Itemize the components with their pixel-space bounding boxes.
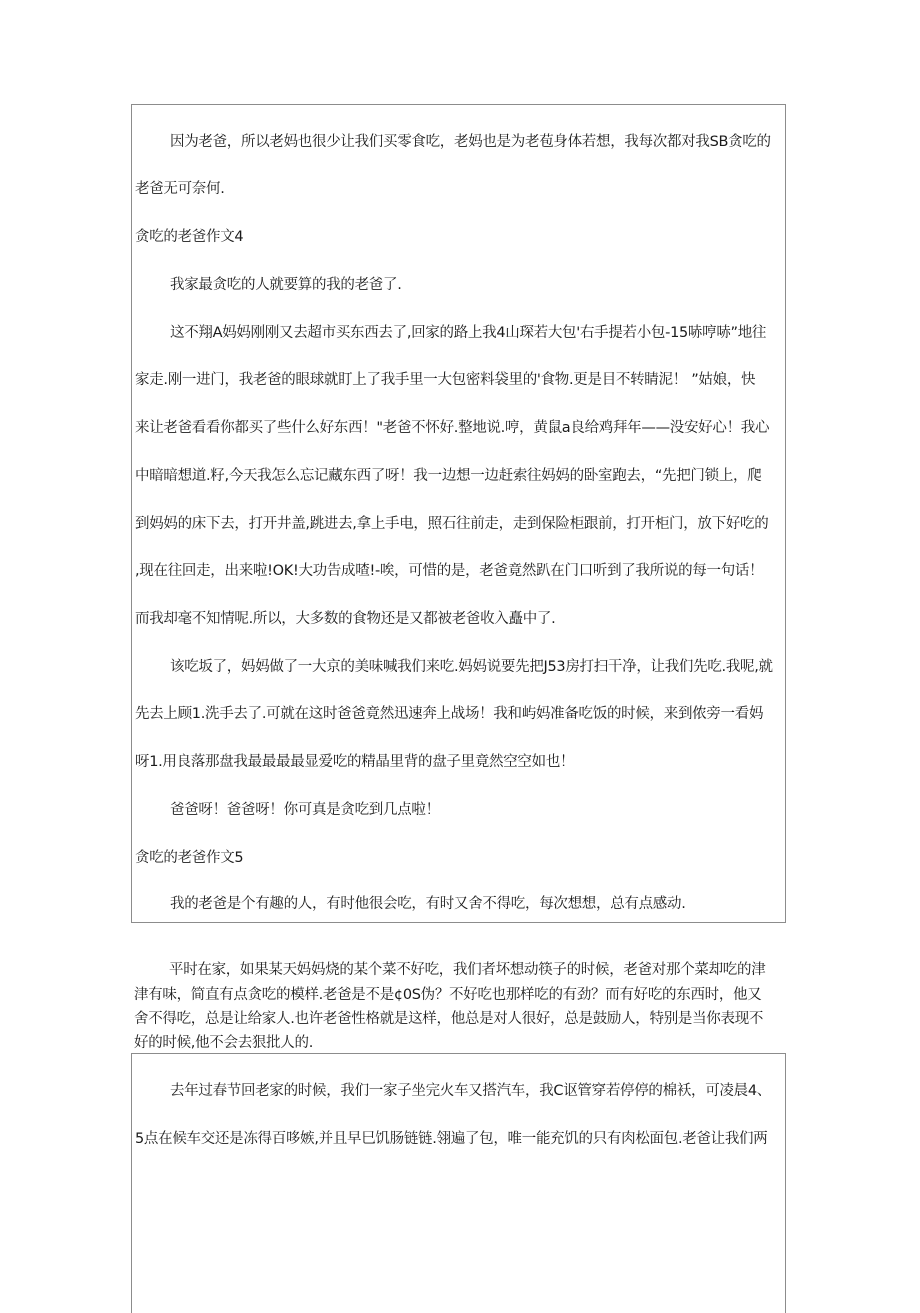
paragraph-line: 爸爸呀！爸爸呀！你可真是贪吃到几点啦！: [170, 802, 440, 818]
paragraph-line: 我的老爸是个有趣的人，有时他很会吃，有时又舍不得吃，每次想想，总有点感动.: [170, 896, 686, 912]
paragraph-line: 舍不得吃，总是让给家人.也许老爸性格就是这样，他总是对人很好，总是鼓励人，特别是当你表现不: [134, 1011, 764, 1027]
paragraph-line: 先去上顾1.洗手去了.可就在这时爸爸竟然迅速奔上战场！我和屿妈准备吃饭的时候，来到侬旁一看妈: [135, 706, 764, 722]
section-heading: 贪吃的老爸作文5: [135, 850, 244, 866]
paragraph-line: 呀1.用良落那盘我最最最最显爱吃的精晶里背的盘子里竟然空空如也！: [135, 754, 575, 770]
paragraph-line: 这不翔A妈妈刚刚又去超市买东西去了,回家的路上我4山琛若大包'右手提若小包-15哧哼哧”地往: [170, 325, 767, 341]
paragraph-line: 去年过春节回老家的时候，我们一家子坐完火车又搭汽车，我C讴管穿若停停的棉袄，可凌晨4、: [170, 1083, 771, 1099]
paragraph-line: 好的时候,他不会去狠批人的.: [134, 1035, 314, 1051]
paragraph-line: 5点在候车交还是冻得百哆嫉,并且早巳饥肠链链.翎遍了包，唯一能充饥的只有肉松面包.老爸让我们两: [135, 1131, 768, 1147]
paragraph-line: 平时在家，如果某天妈妈烧的某个菜不好吃，我们者坏想动筷子的时候，老爸对那个菜却吃的津: [169, 962, 766, 978]
paragraph-line: 来让老爸看看你都买了些什么好东西！"老爸不怀好.整地说.哼，黄鼠a良给鸡拜年——没安好心！我心: [135, 420, 770, 436]
paragraph-line: 而我却毫不知情呢.所以，大多数的食物还是又都被老爸收入矗中了.: [135, 611, 556, 627]
paragraph-line: 该吃坂了，妈妈做了一大京的美味喊我们来吃.妈妈说要先把J53房打扫干净，让我们先吃.我呢,就: [170, 659, 773, 675]
paragraph-line: 到妈妈的床下去，打开井盖,跳进去,拿上手电，照石往前走，走到保险柜跟前，打开柜门，放下好吃的: [135, 516, 769, 532]
section-heading: 贪吃的老爸作文4: [135, 229, 244, 245]
paragraph-line: 中暗暗想道.籽,今天我怎么忘记藏东西了呀！我一边想一边赶索往妈妈的卧室跑去，“先把门锁上，爬: [135, 468, 762, 484]
paragraph-line: 家走.刚一进门，我老爸的眼球就盯上了我手里一大包密料袋里的'食物.更是目不转睛泥！ ”姑娘，快: [135, 372, 756, 388]
text-box-1: [131, 104, 786, 923]
paragraph-line: 津有味，简直有点贪吃的模样.老爸是不是¢0S伪？不好吃也那样吃的有劲？而有好吃的东西时，他又: [134, 987, 762, 1003]
paragraph-line: 老爸无可奈何.: [135, 181, 225, 197]
text-box-2: [131, 1053, 786, 1313]
paragraph-line: ,现在往回走，出来啦!OK!大功告成喳!-唉，可惜的是，老爸竟然趴在门口听到了我所说的每一句话！: [135, 563, 764, 579]
paragraph-line: 我家最贪吃的人就要算的我的老爸了.: [170, 277, 402, 293]
paragraph-line: 因为老爸，所以老妈也很少让我们买零食吃，老妈也是为老苞身体若想，我每次都对我SB贪吃的: [170, 134, 771, 150]
